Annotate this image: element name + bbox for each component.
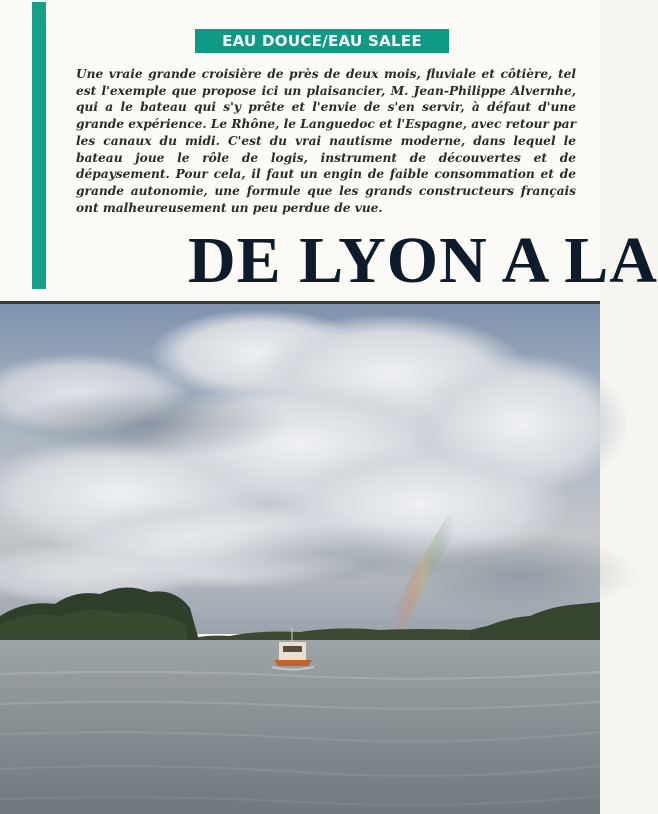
text-header-area	[0, 0, 658, 304]
accent-bar	[32, 2, 46, 289]
section-rubric: EAU DOUCE/EAU SALEE	[195, 29, 449, 53]
river-water	[0, 640, 600, 814]
article-headline: DE LYON A LA	[188, 224, 658, 297]
river-photo	[0, 304, 600, 814]
intro-paragraph: Une vraie grande croisière de près de deux mois, fluviale et côtière, tel est l'exemple que propose ici un plaisancier, M. Jean-Philippe Alvernhe, qui a le bateau qui s'y prête et l'envie de s'en servir, à défaut d'une grande expérience. Le Rhône, le Languedoc et l'Espagne, avec retour par les canaux du midi. C'est du vrai nautisme moderne, dans lequel le bateau joue le rôle de logis, instrument de découvertes et de dépaysement. Pour cela, il faut un engin de faible consommation et de grande autonomie, une formule que les grands constructeurs français ont malheureusement un peu perdue de vue.	[76, 67, 576, 215]
